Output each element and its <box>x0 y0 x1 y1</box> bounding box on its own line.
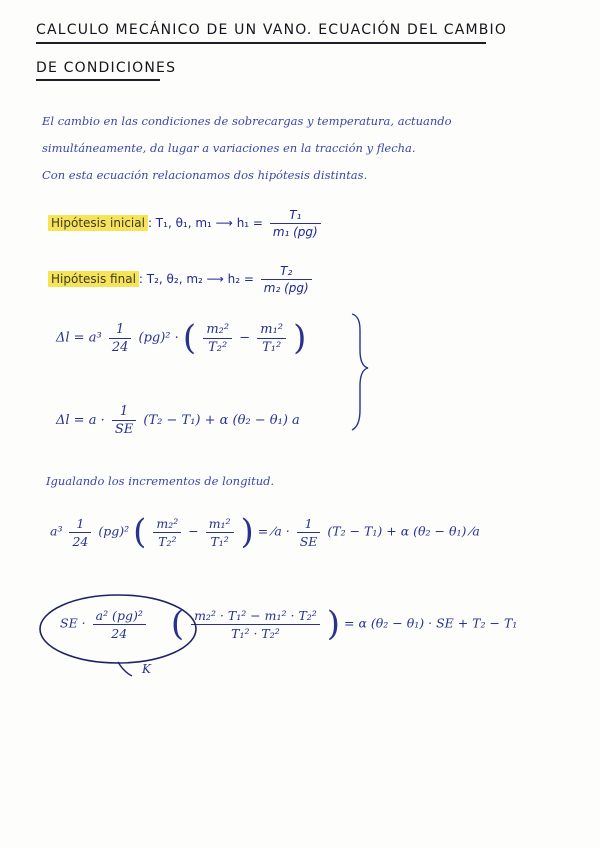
h2-denominator: m₂ (pg) <box>263 281 309 295</box>
hypothesis-initial-label: Hipótesis inicial <box>48 215 148 231</box>
eq1-left: Δl = a³ <box>56 330 102 346</box>
h2-numerator: T₂ <box>261 264 312 280</box>
eqq-frac-num: 1 <box>69 516 91 533</box>
final-big-den: T₁² · T₂² <box>231 625 280 641</box>
final-left-den: 24 <box>111 625 128 641</box>
system-brace <box>352 314 368 430</box>
eq2-frac-den: SE <box>114 422 134 437</box>
final-close-paren: ) <box>326 604 341 644</box>
intro-line-1: El cambio en las condiciones de sobrecargas y temperatura, actuando <box>42 114 452 128</box>
hypothesis-initial-vars: : T₁, θ₁, m₁ ⟶ h₁ = <box>147 216 263 230</box>
eq1-minus: − <box>239 330 251 346</box>
circled-term <box>40 595 196 663</box>
eqq-open-paren: ( <box>133 512 147 552</box>
eq1-b-den: T₁² <box>262 339 282 355</box>
eqq-right: (T₂ − T₁) + α (θ₂ − θ₁) ⁄a <box>327 523 480 539</box>
intro-line-2: simultáneamente, da lugar a variaciones en la tracción y flecha. <box>42 141 416 155</box>
eq1-close-paren: ) <box>293 318 307 358</box>
eqq-c-den: SE <box>299 533 318 549</box>
eqq-mid: = ⁄a · <box>257 523 290 539</box>
eqq-a-den: T₂² <box>158 533 177 549</box>
eqq-b-den: T₁² <box>210 533 229 549</box>
intro-line-3: Con esta ecuación relacionamos dos hipótesis distintas. <box>42 168 368 182</box>
eqq-pg: (pg)² <box>98 523 130 539</box>
equating-text: Igualando los incrementos de longitud. <box>46 474 275 488</box>
eqq-minus: − <box>188 523 199 539</box>
eq1-frac-num: 1 <box>109 322 132 339</box>
eq1-a-num: m₂² <box>203 322 232 339</box>
eqq-b-num: m₁² <box>206 516 234 533</box>
h1-denominator: m₁ (pg) <box>272 225 318 239</box>
eq1-frac-den: 24 <box>111 339 129 355</box>
final-open-paren: ( <box>170 604 185 644</box>
eqq-left: a³ <box>50 523 63 539</box>
circle-tail <box>118 662 132 676</box>
final-left-num: a² (pg)² <box>93 608 146 625</box>
eqq-close-paren: ) <box>240 512 254 552</box>
final-mark: K <box>142 662 151 676</box>
eq1-a-den: T₂² <box>208 339 228 355</box>
h1-numerator: T₁ <box>270 208 321 224</box>
eq1-pg: (pg)² · <box>138 330 179 346</box>
eqq-a-num: m₂² <box>153 516 181 533</box>
hypothesis-final-vars: : T₂, θ₂, m₂ ⟶ h₂ = <box>138 272 254 286</box>
page-title-line2: DE CONDICIONES <box>36 60 177 76</box>
final-right: = α (θ₂ − θ₁) · SE + T₂ − T₁ <box>344 615 518 631</box>
eq2-left: Δl = a · <box>56 413 105 428</box>
eq1-open-paren: ( <box>182 318 197 358</box>
eqq-frac-den: 24 <box>72 533 89 549</box>
final-se: SE · <box>60 615 86 631</box>
hypothesis-final-label: Hipótesis final <box>48 271 139 287</box>
eq2-right: (T₂ − T₁) + α (θ₂ − θ₁) a <box>143 413 300 428</box>
eq2-frac-num: 1 <box>112 404 136 421</box>
final-big-num: m₂² · T₁² − m₁² · T₂² <box>191 608 320 625</box>
page-title-line1: CALCULO MECÁNICO DE UN VANO. ECUACIÓN DEL CAMBIO <box>36 22 508 38</box>
eq1-b-num: m₁² <box>257 322 286 339</box>
eqq-c-num: 1 <box>297 516 321 533</box>
